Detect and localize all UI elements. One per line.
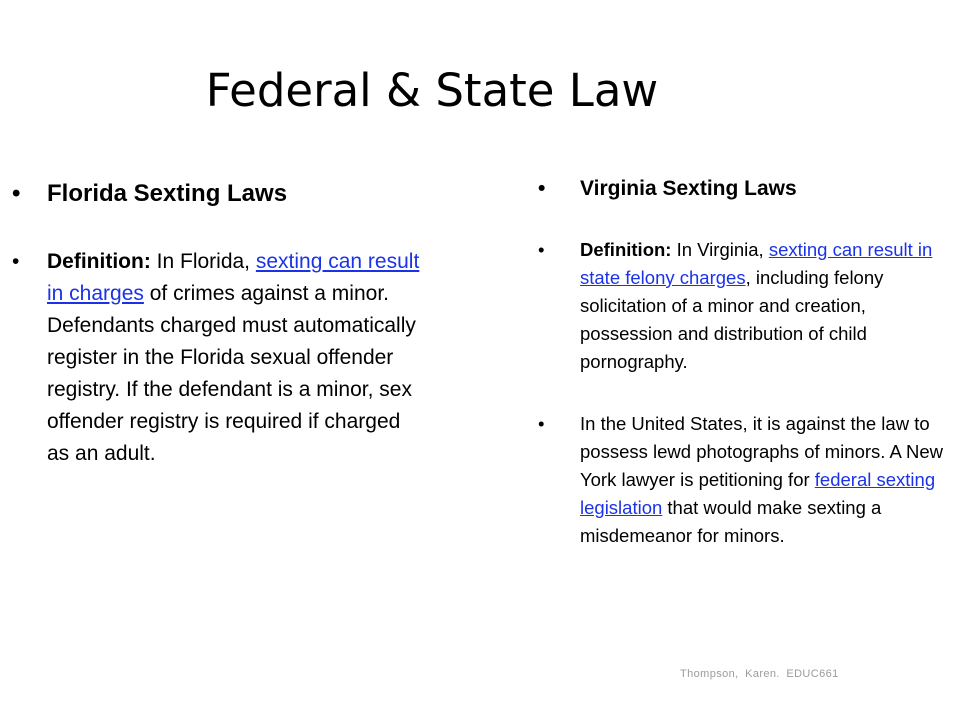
virginia-definition-label: Definition: — [580, 239, 672, 260]
bullet-icon: • — [538, 177, 546, 200]
footer-credit: Thompson, Karen. EDUC661 — [680, 668, 839, 680]
florida-definition-label: Definition: — [47, 250, 151, 273]
virginia-heading: Virginia Sexting Laws — [580, 177, 797, 200]
virginia-column — [538, 174, 950, 550]
virginia-definition-item — [538, 236, 950, 376]
us-law-item — [538, 410, 950, 550]
florida-definition-intro: In Florida, — [150, 250, 256, 273]
virginia-definition-intro: In Virginia, — [671, 239, 769, 260]
virginia-definition-text: , including felony solicitation of a minor and creation, possession and distribution of child pornography. — [580, 267, 884, 372]
us-law-intro: In the United States, it is against the law to possess lewd photographs of minors. A New York lawyer is petitioning for — [580, 413, 943, 490]
bullet-icon: • — [538, 413, 545, 434]
florida-definition-item — [12, 246, 427, 470]
florida-column — [12, 176, 427, 470]
bullet-icon: • — [538, 239, 545, 260]
florida-heading-item — [12, 176, 427, 212]
bullet-icon: • — [12, 180, 21, 207]
bullet-icon: • — [12, 250, 20, 273]
florida-sexting-charges-link[interactable]: sexting can result in charges — [47, 250, 420, 305]
us-law-text: that would make sexting a misdemeanor for minors. — [580, 497, 882, 546]
florida-heading: Florida Sexting Laws — [47, 180, 288, 207]
virginia-heading-item — [538, 174, 950, 204]
federal-legislation-link[interactable]: federal sexting legislation — [580, 469, 936, 518]
virginia-felony-charges-link[interactable]: sexting can result in state felony charges — [580, 239, 933, 288]
slide-title: Federal & State Law — [205, 64, 659, 117]
florida-definition-text: of crimes against a minor. Defendants charged must automatically register in the Florida sexual offender registry. If the defendant is a minor, sex offender registry is required if charged as an adult. — [47, 282, 416, 465]
